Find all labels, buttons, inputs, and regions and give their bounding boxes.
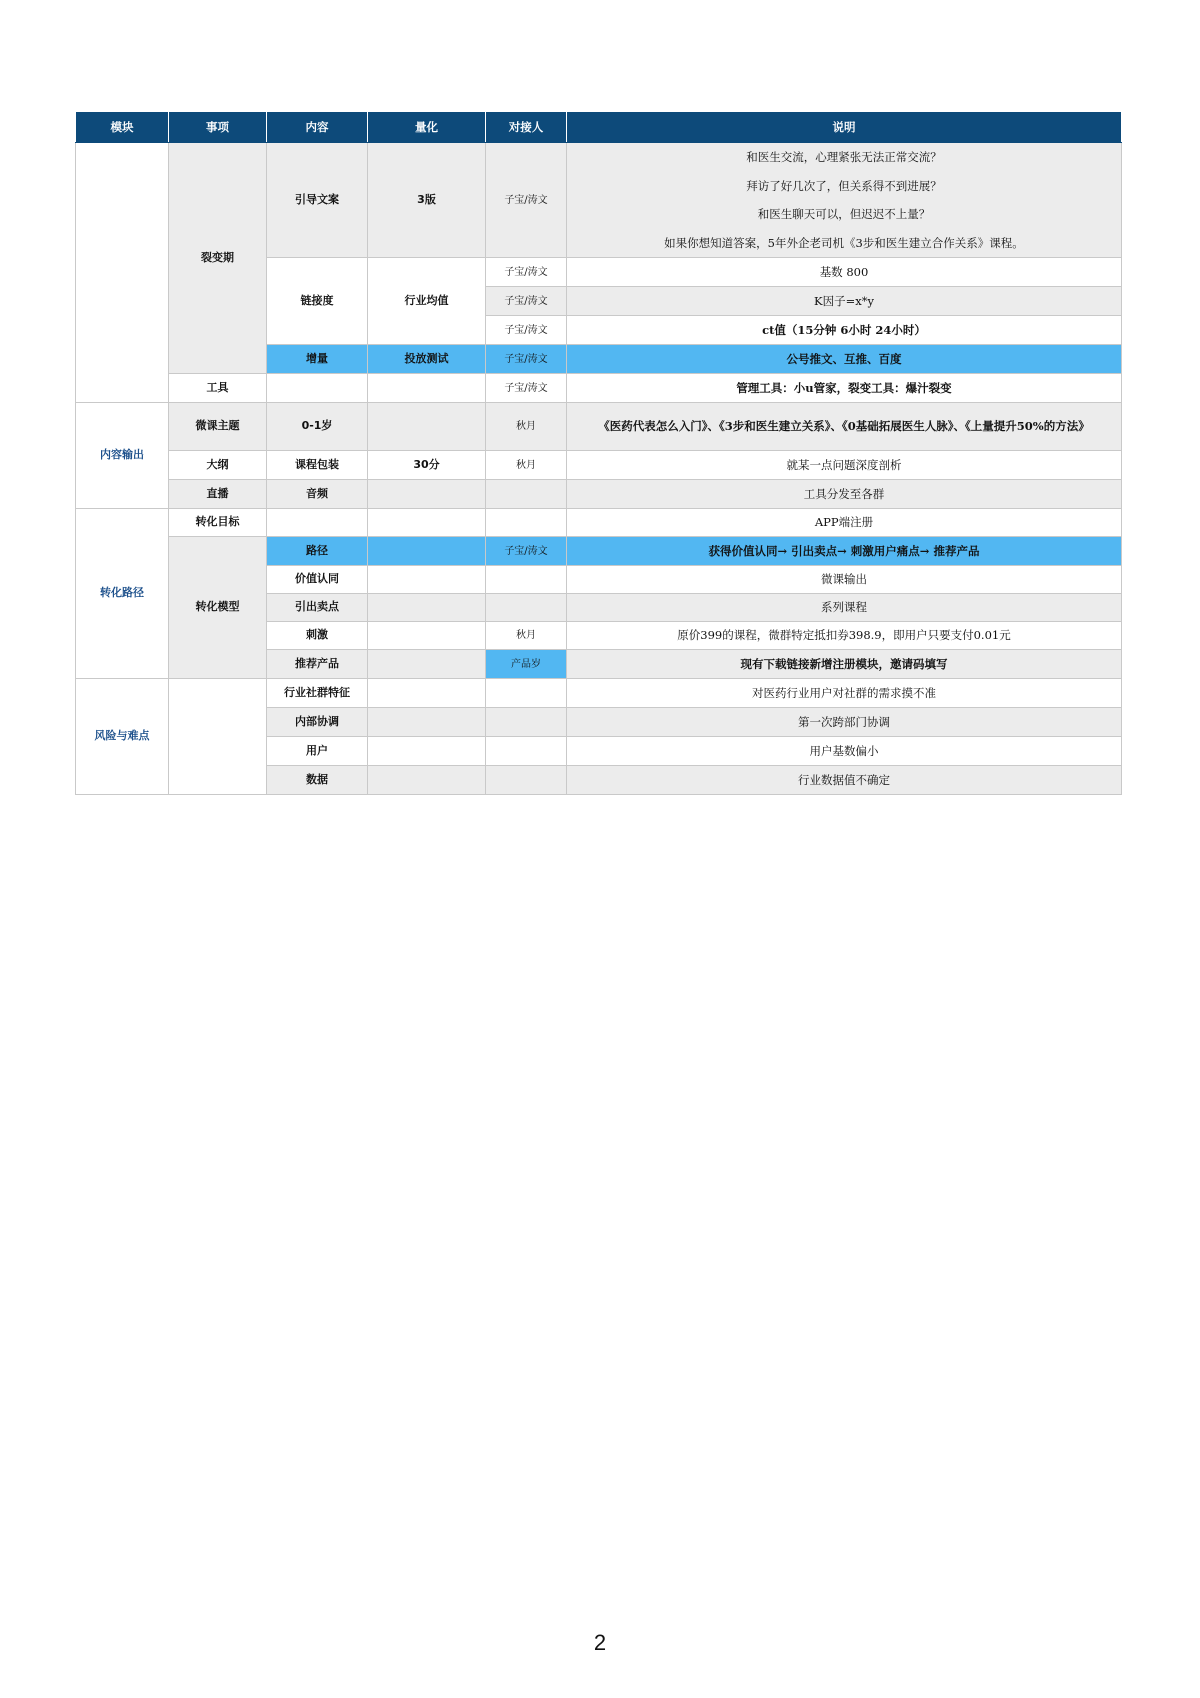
qty-tools bbox=[368, 374, 486, 403]
contact-selling-point bbox=[486, 594, 567, 622]
qty-selling-point bbox=[368, 594, 486, 622]
desc-line: 和医生交流，心理紧张无法正常交流？ bbox=[746, 150, 942, 164]
qty-recommend bbox=[368, 650, 486, 679]
contact-live bbox=[486, 480, 567, 509]
contact-risk-2 bbox=[486, 708, 567, 737]
desc-selling-point: 系列课程 bbox=[567, 594, 1122, 622]
content-live: 音频 bbox=[267, 480, 368, 509]
qty-risk-2 bbox=[368, 708, 486, 737]
desc-line: 如果你想知道答案，5年外企老司机《3步和医生建立合作关系》课程。 bbox=[664, 235, 1024, 250]
content-guide-copy: 引导文案 bbox=[267, 143, 368, 258]
contact-link-3: 子宝/涛文 bbox=[486, 316, 567, 345]
module-cell-conversion: 转化路径 bbox=[76, 509, 169, 679]
desc-risk-4: 行业数据值不确定 bbox=[567, 766, 1122, 795]
item-goal: 转化目标 bbox=[169, 509, 267, 537]
contact-tools: 子宝/涛文 bbox=[486, 374, 567, 403]
item-fission: 裂变期 bbox=[169, 143, 267, 374]
desc-link-3: ct值（15分钟 6小时 24小时） bbox=[567, 316, 1122, 345]
content-micro: 0-1岁 bbox=[267, 403, 368, 451]
content-recommend: 推荐产品 bbox=[267, 650, 368, 679]
contact-micro: 秋月 bbox=[486, 403, 567, 451]
header-description: 说明 bbox=[567, 112, 1122, 143]
content-risk-2: 内部协调 bbox=[267, 708, 368, 737]
item-conversion-model: 转化模型 bbox=[169, 537, 267, 679]
module-cell-content-output: 内容输出 bbox=[76, 403, 169, 509]
desc-stimulus: 原价399的课程，微群特定抵扣券398.9，即用户只要支付0.01元 bbox=[567, 622, 1122, 650]
desc-value: 微课输出 bbox=[567, 566, 1122, 594]
desc-link-1: 基数 800 bbox=[567, 258, 1122, 287]
qty-risk-4 bbox=[368, 766, 486, 795]
header-content: 内容 bbox=[267, 112, 368, 143]
desc-risk-1: 对医药行业用户对社群的需求摸不准 bbox=[567, 679, 1122, 708]
desc-link-2: K因子=x*y bbox=[567, 287, 1122, 316]
table-row bbox=[76, 509, 1122, 537]
table-row bbox=[76, 480, 1122, 509]
page-number: 2 bbox=[593, 1630, 607, 1655]
contact-outline: 秋月 bbox=[486, 451, 567, 480]
content-value: 价值认同 bbox=[267, 566, 368, 594]
desc-risk-3: 用户基数偏小 bbox=[567, 737, 1122, 766]
header-contact: 对接人 bbox=[486, 112, 567, 143]
table-row bbox=[76, 679, 1122, 708]
table-row bbox=[76, 537, 1122, 566]
contact-stimulus: 秋月 bbox=[486, 622, 567, 650]
item-outline: 大纲 bbox=[169, 451, 267, 480]
qty-link: 行业均值 bbox=[368, 258, 486, 345]
content-tools bbox=[267, 374, 368, 403]
qty-outline: 30分 bbox=[368, 451, 486, 480]
contact-link-2: 子宝/涛文 bbox=[486, 287, 567, 316]
contact-path: 子宝/涛文 bbox=[486, 537, 567, 566]
table-row bbox=[76, 143, 1122, 258]
qty-goal bbox=[368, 509, 486, 537]
content-link: 链接度 bbox=[267, 258, 368, 345]
table-header-row bbox=[76, 112, 1122, 143]
content-goal bbox=[267, 509, 368, 537]
contact-recommend: 产品岁 bbox=[486, 650, 567, 679]
desc-risk-2: 第一次跨部门协调 bbox=[567, 708, 1122, 737]
content-growth: 增量 bbox=[267, 345, 368, 374]
module-cell-fission bbox=[76, 143, 169, 403]
table-row bbox=[76, 374, 1122, 403]
content-risk-3: 用户 bbox=[267, 737, 368, 766]
contact-risk-4 bbox=[486, 766, 567, 795]
desc-guide-copy bbox=[567, 143, 1122, 258]
item-micro: 微课主题 bbox=[169, 403, 267, 451]
contact-link-1: 子宝/涛文 bbox=[486, 258, 567, 287]
item-live: 直播 bbox=[169, 480, 267, 509]
desc-growth: 公号推文、互推、百度 bbox=[567, 345, 1122, 374]
contact-guide-copy: 子宝/涛文 bbox=[486, 143, 567, 258]
item-risk bbox=[169, 679, 267, 795]
qty-path bbox=[368, 537, 486, 566]
desc-path: 获得价值认同→ 引出卖点→ 刺激用户痛点→ 推荐产品 bbox=[567, 537, 1122, 566]
header-module: 模块 bbox=[76, 112, 169, 143]
desc-outline: 就某一点问题深度剖析 bbox=[567, 451, 1122, 480]
desc-line: 拜访了好几次了，但关系得不到进展？ bbox=[746, 178, 942, 193]
contact-risk-1 bbox=[486, 679, 567, 708]
qty-micro bbox=[368, 403, 486, 451]
desc-goal: APP端注册 bbox=[567, 509, 1122, 537]
plan-table bbox=[75, 111, 1122, 795]
qty-guide-copy: 3版 bbox=[368, 143, 486, 258]
item-tools: 工具 bbox=[169, 374, 267, 403]
content-stimulus: 刺激 bbox=[267, 622, 368, 650]
content-risk-4: 数据 bbox=[267, 766, 368, 795]
content-outline: 课程包装 bbox=[267, 451, 368, 480]
module-cell-risk: 风险与难点 bbox=[76, 679, 169, 795]
qty-value bbox=[368, 566, 486, 594]
content-path: 路径 bbox=[267, 537, 368, 566]
desc-recommend: 现有下载链接新增注册模块，邀请码填写 bbox=[567, 650, 1122, 679]
contact-growth: 子宝/涛文 bbox=[486, 345, 567, 374]
header-item: 事项 bbox=[169, 112, 267, 143]
qty-risk-1 bbox=[368, 679, 486, 708]
qty-risk-3 bbox=[368, 737, 486, 766]
contact-value bbox=[486, 566, 567, 594]
content-risk-1: 行业社群特征 bbox=[267, 679, 368, 708]
desc-micro: 《医药代表怎么入门》、《3步和医生建立关系》、《0基础拓展医生人脉》、《上量提升50%的方法》 bbox=[567, 403, 1122, 451]
contact-goal bbox=[486, 509, 567, 537]
desc-tools: 管理工具：小u管家，裂变工具：爆汁裂变 bbox=[567, 374, 1122, 403]
contact-risk-3 bbox=[486, 737, 567, 766]
content-selling-point: 引出卖点 bbox=[267, 594, 368, 622]
desc-live: 工具分发至各群 bbox=[567, 480, 1122, 509]
qty-stimulus bbox=[368, 622, 486, 650]
header-quantify: 量化 bbox=[368, 112, 486, 143]
table-row bbox=[76, 403, 1122, 451]
qty-live bbox=[368, 480, 486, 509]
qty-growth: 投放测试 bbox=[368, 345, 486, 374]
table-row bbox=[76, 451, 1122, 480]
desc-line: 和医生聊天可以，但迟迟不上量？ bbox=[757, 207, 931, 221]
